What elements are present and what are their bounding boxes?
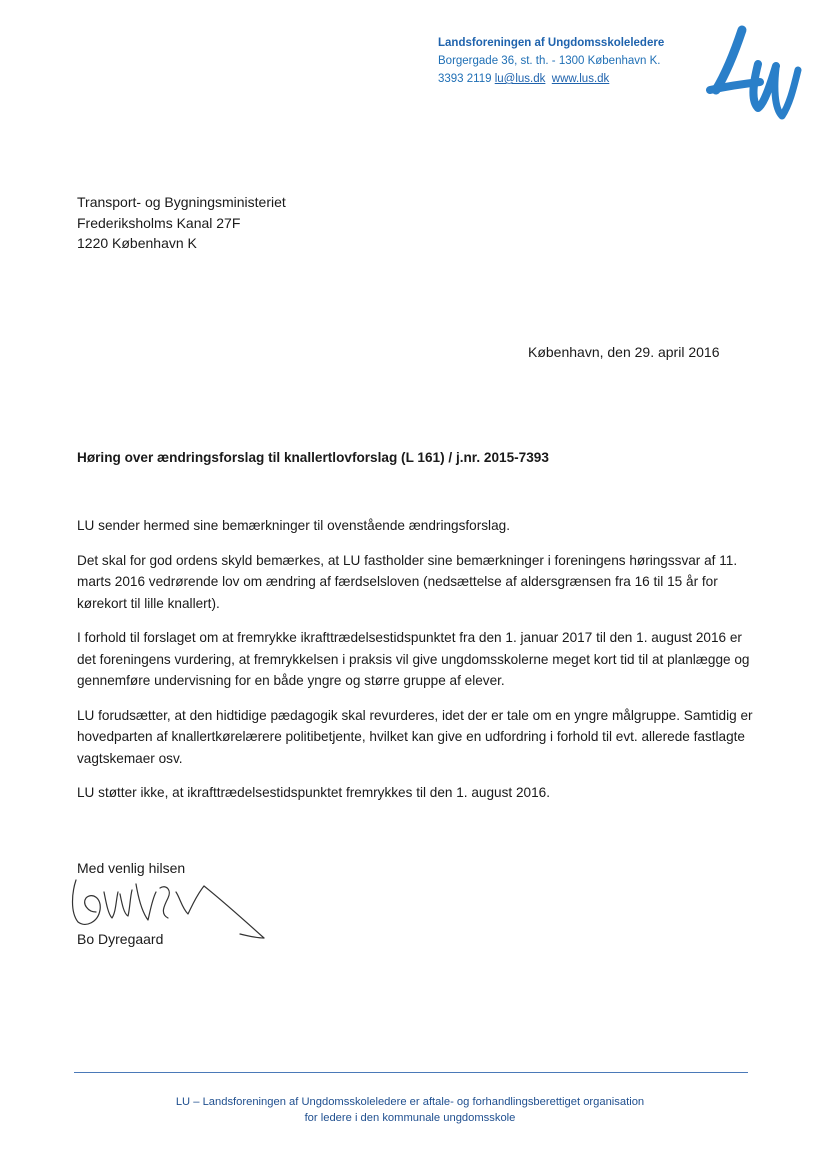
org-contact [438,70,688,88]
body-paragraph-1: LU sender hermed sine bemærkninger til ovenstående ændringsforslag. [77,518,510,533]
body-paragraph-3: I forhold til forslaget om at fremrykke ikrafttrædelsestidspunktet fra den 1. januar 2017 til den 1. august 2016 er det foreningens vurdering, at fremrykkelsen i praksis vil give ungdomsskolerne meget kort tid til at planlægge og gennemføre undervisning for en både yngre og større gruppe af elever. [77,630,750,688]
footer [60,1094,760,1126]
recipient-line-1: Transport- og Bygningsministeriet [77,194,286,210]
body-paragraph-5: LU støtter ikke, at ikrafttrædelsestidspunktet fremrykkes til den 1. august 2016. [77,785,550,800]
letterhead [438,34,688,88]
lu-logo-icon [706,24,802,124]
letter-body [77,515,757,817]
closing-greeting: Med venlig hilsen [77,860,186,876]
org-website-link[interactable]: www.lus.dk [551,73,610,85]
footer-divider [74,1072,748,1073]
org-email-link[interactable]: lu@lus.dk [494,73,546,85]
recipient-address [77,192,286,254]
signer-name: Bo Dyregaard [77,931,164,947]
footer-line-2: for ledere i den kommunale ungdomsskole [304,1112,516,1124]
body-paragraph-4: LU forudsætter, at den hidtidige pædagogik skal revurderes, idet der er tale om en yngre målgruppe. Samtidig er hovedparten af knallertkørelærere politibetjente, hvilket kan give en udfordring i forhold til evt. allerede fastlagte vagtskemaer osv. [77,707,753,766]
org-phone: 3393 2119 [438,73,492,85]
recipient-line-2: Frederiksholms Kanal 27F [77,214,241,231]
body-paragraph-2: Det skal for god ordens skyld bemærkes, at LU fastholder sine bemærkninger i foreningens høringssvar af 11. marts 2016 vedrørende lov om ændring af færdselsloven (nedsættelse af aldersgrænsen fra 16 til 15 år for kørekort til lille knallert). [77,552,738,611]
org-address: Borgergade 36, st. th. - 1300 København K. [438,55,661,67]
recipient-line-3: 1220 København K [77,235,197,251]
footer-line-1: LU – Landsforeningen af Ungdomsskoleledere er aftale- og forhandlingsberettiget organisation [175,1096,645,1108]
date-line: København, den 29. april 2016 [528,344,720,360]
org-name: Landsforeningen af Ungdomsskoleledere [438,37,665,49]
subject-heading: Høring over ændringsforslag til knallertlovforslag (L 161) / j.nr. 2015-7393 [77,450,549,465]
